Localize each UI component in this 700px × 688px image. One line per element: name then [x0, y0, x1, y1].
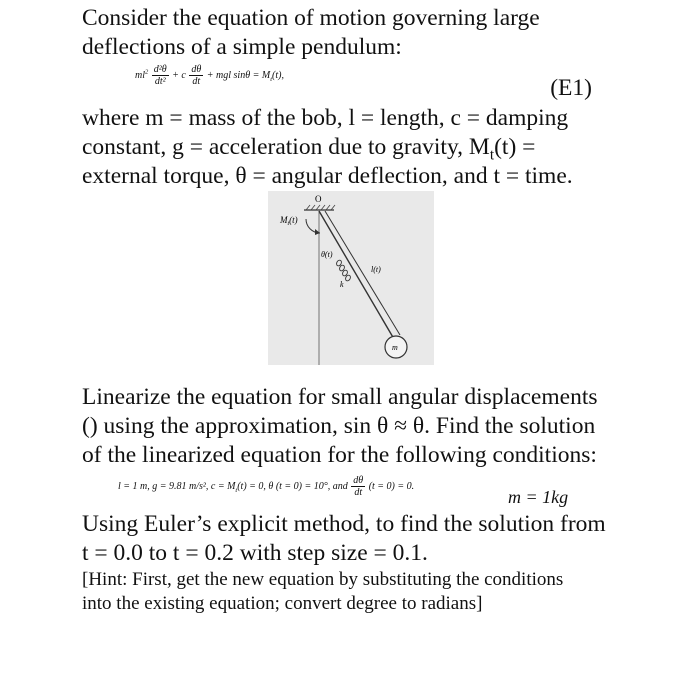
conditions-text-2: (t) = 0, θ (t = 0) = 10°, and	[237, 480, 348, 492]
conditions-frac	[351, 475, 365, 498]
conditions-frac-num: dθ	[353, 475, 364, 486]
definitions-line-2-sub: t	[489, 146, 495, 164]
eq-frac1-den: dt²	[154, 76, 166, 87]
intro-line-2: deflections of a simple pendulum:	[82, 34, 402, 60]
eq-coef: ml	[135, 69, 145, 81]
label-torque-sub: t	[287, 221, 290, 227]
conditions-frac-den: dt	[354, 487, 363, 498]
eq-frac2-num: dθ	[191, 64, 202, 75]
label-spring: k	[340, 280, 344, 289]
conditions-mass: m = 1kg	[508, 487, 569, 507]
euler-line-1: Using Euler’s explicit method, to find the solution from	[82, 511, 606, 537]
label-o: O	[315, 194, 322, 204]
definitions-line-2b: (t) =	[494, 134, 536, 160]
conditions-text-3: (t = 0) = 0.	[368, 480, 415, 492]
label-torque-m: M	[280, 215, 288, 225]
equation-label: (E1)	[550, 75, 592, 101]
eq-frac1-num: d²θ	[153, 64, 167, 75]
hint-line-2: into the existing equation; convert degree to radians]	[82, 593, 483, 614]
definitions-line-2a: constant, g = acceleration due to gravity, M	[82, 134, 490, 160]
conditions-line	[118, 475, 414, 498]
eq-rest-sub: t	[270, 75, 273, 83]
eq-frac2-den: dt	[192, 76, 201, 87]
hint-line-1: [Hint: First, get the new equation by substituting the conditions	[82, 569, 564, 590]
conditions-sub: t	[235, 486, 238, 494]
eq-rest: + mgl sinθ = M	[206, 69, 271, 81]
pendulum-figure	[268, 191, 434, 365]
eq-power: 2	[145, 68, 149, 76]
eq-frac-first-derivative	[189, 64, 203, 87]
intro-line-1: Consider the equation of motion governing large	[82, 5, 540, 31]
definitions-line-1: where m = mass of the bob, l = length, c = damping	[82, 105, 569, 131]
label-mass: m	[392, 343, 398, 352]
eq-frac-second-derivative	[152, 64, 169, 87]
euler-line-2: t = 0.0 to t = 0.2 with step size = 0.1.	[82, 540, 428, 566]
definitions-line-3: external torque, θ = angular deflection, and t = time.	[82, 163, 573, 189]
equation-e1	[135, 64, 284, 87]
eq-plus-c: + c	[172, 69, 186, 81]
conditions-text: l = 1 m, g = 9.81 m/s², c = M	[118, 480, 236, 492]
task-line-3: of the linearized equation for the following conditions:	[82, 442, 597, 468]
eq-rest-end: (t),	[272, 69, 284, 81]
label-torque-end: (t)	[289, 215, 298, 225]
label-length: l(t)	[371, 265, 381, 274]
task-line-2: () using the approximation, sin θ ≈ θ. Find the solution	[82, 413, 596, 439]
task-line-1: Linearize the equation for small angular displacements	[82, 384, 598, 410]
label-theta: θ(t)	[321, 250, 333, 259]
